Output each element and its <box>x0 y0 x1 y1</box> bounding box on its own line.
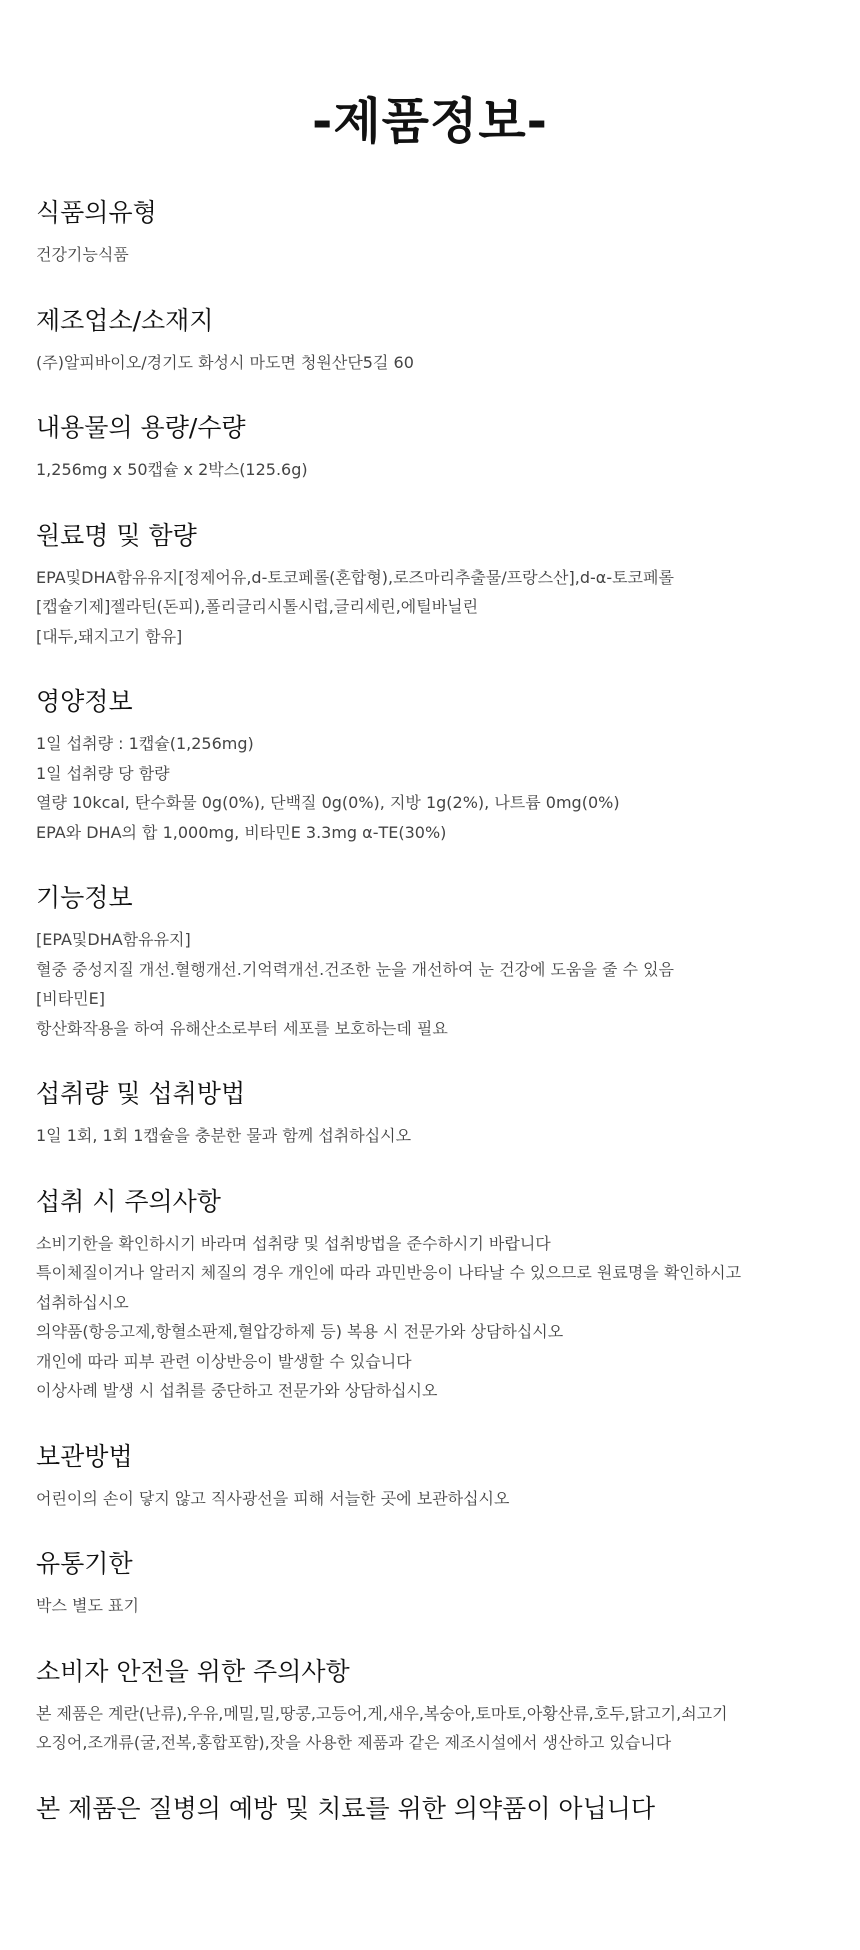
section-heading: 섭취량 및 섭취방법 <box>36 1079 246 1108</box>
section-text-line: EPA및DHA함유유지[정제어유,d-토코페롤(혼합형),로즈마리추출물/프랑스산],d-α-토코페롤 <box>36 567 674 587</box>
section-heading: 제조업소/소재지 <box>36 305 214 335</box>
section-text-line: 어린이의 손이 닿지 않고 직사광선을 피해 서늘한 곳에 보관하십시오 <box>36 1488 510 1508</box>
section-body <box>36 1484 824 1514</box>
section-heading: 섭취 시 주의사항 <box>36 1186 221 1216</box>
section-text-line: 특이체질이거나 알러지 체질의 경우 개인에 따라 과민반응이 나타날 수 있으므로 원료명을 확인하시고 <box>36 1263 742 1282</box>
section-heading: 소비자 안전을 위한 주의사항 <box>36 1656 350 1686</box>
section-text-line: 박스 별도 표기 <box>36 1596 139 1615</box>
section-text-line: 의약품(항응고제,항혈소판제,혈압강하제 등) 복용 시 전문가와 상담하십시오 <box>36 1322 564 1341</box>
section-text-line: 소비기한을 확인하시기 바라며 섭취량 및 섭취방법을 준수하시기 바랍니다 <box>36 1233 551 1253</box>
section-text-line: 1일 섭취량 당 함량 <box>36 763 170 783</box>
info-section <box>36 196 824 270</box>
page-title: -제품정보- <box>311 93 548 150</box>
section-text-line: 이상사례 발생 시 섭취를 중단하고 전문가와 상담하십시오 <box>36 1381 438 1400</box>
info-section <box>36 881 824 1043</box>
section-text-line: 열량 10kcal, 탄수화물 0g(0%), 단백질 0g(0%), 지방 1g(2%), 나트륨 0mg(0%) <box>36 793 620 812</box>
section-body <box>36 240 824 270</box>
section-body <box>36 729 824 847</box>
section-text-line: [대두,돼지고기 함유] <box>36 626 183 646</box>
info-section <box>36 1440 824 1514</box>
info-section <box>36 519 824 652</box>
info-section <box>36 1547 824 1621</box>
section-text-line: (주)알피바이오/경기도 화성시 마도면 청원산단5길 60 <box>36 352 414 372</box>
section-text-line: [비타민E] <box>36 989 105 1008</box>
section-heading: 유통기한 <box>36 1549 133 1578</box>
section-text-line: EPA와 DHA의 합 1,000mg, 비타민E 3.3mg α-TE(30%) <box>36 822 447 842</box>
info-section <box>36 1655 824 1758</box>
section-body <box>36 1591 824 1621</box>
info-section <box>36 1185 824 1406</box>
section-text-line: 섭취하십시오 <box>36 1292 129 1312</box>
section-body <box>36 563 824 652</box>
section-text-line: [캡슐기제]젤라틴(돈피),폴리글리시톨시럽,글리세린,에틸바닐린 <box>36 597 479 616</box>
section-heading: 기능정보 <box>36 883 133 912</box>
section-body <box>36 1699 824 1758</box>
product-info-sections <box>36 196 824 1758</box>
section-text-line: 항산화작용을 하여 유해산소로부터 세포를 보호하는데 필요 <box>36 1018 448 1038</box>
section-text-line: 본 제품은 계란(난류),우유,메밀,밀,땅콩,고등어,게,새우,복숭아,토마토,아황산류,호두,닭고기,쇠고기 <box>36 1703 728 1723</box>
section-text-line: 개인에 따라 피부 관련 이상반응이 발생할 수 있습니다 <box>36 1351 412 1371</box>
section-text-line: [EPA및DHA함유유지] <box>36 930 191 949</box>
section-body <box>36 455 824 485</box>
section-body <box>36 925 824 1043</box>
section-heading: 원료명 및 함량 <box>36 520 197 550</box>
info-section <box>36 304 824 378</box>
info-section <box>36 411 824 485</box>
section-text-line: 혈중 중성지질 개선.혈행개선.기억력개선.건조한 눈을 개선하여 눈 건강에 도움을 줄 수 있음 <box>36 959 674 979</box>
section-body <box>36 348 824 378</box>
info-section <box>36 685 824 847</box>
info-section <box>36 1077 824 1151</box>
section-body <box>36 1229 824 1406</box>
section-heading: 영양정보 <box>36 687 133 716</box>
section-text-line: 1일 섭취량 : 1캡슐(1,256mg) <box>36 734 254 753</box>
section-body <box>36 1121 824 1151</box>
section-text-line: 1일 1회, 1회 1캡슐을 충분한 물과 함께 섭취하십시오 <box>36 1126 412 1145</box>
section-heading: 내용물의 용량/수량 <box>36 413 246 442</box>
section-heading: 보관방법 <box>36 1441 133 1471</box>
section-heading: 식품의유형 <box>36 198 157 227</box>
section-text-line: 1,256mg x 50캡슐 x 2박스(125.6g) <box>36 460 308 479</box>
section-text-line: 오징어,조개류(굴,전복,홍합포함),잣을 사용한 제품과 같은 제조시설에서 생산하고 있습니다 <box>36 1733 672 1752</box>
section-text-line: 건강기능식품 <box>36 245 129 264</box>
medical-disclaimer: 본 제품은 질병의 예방 및 치료를 위한 의약품이 아닙니다 <box>36 1793 656 1823</box>
